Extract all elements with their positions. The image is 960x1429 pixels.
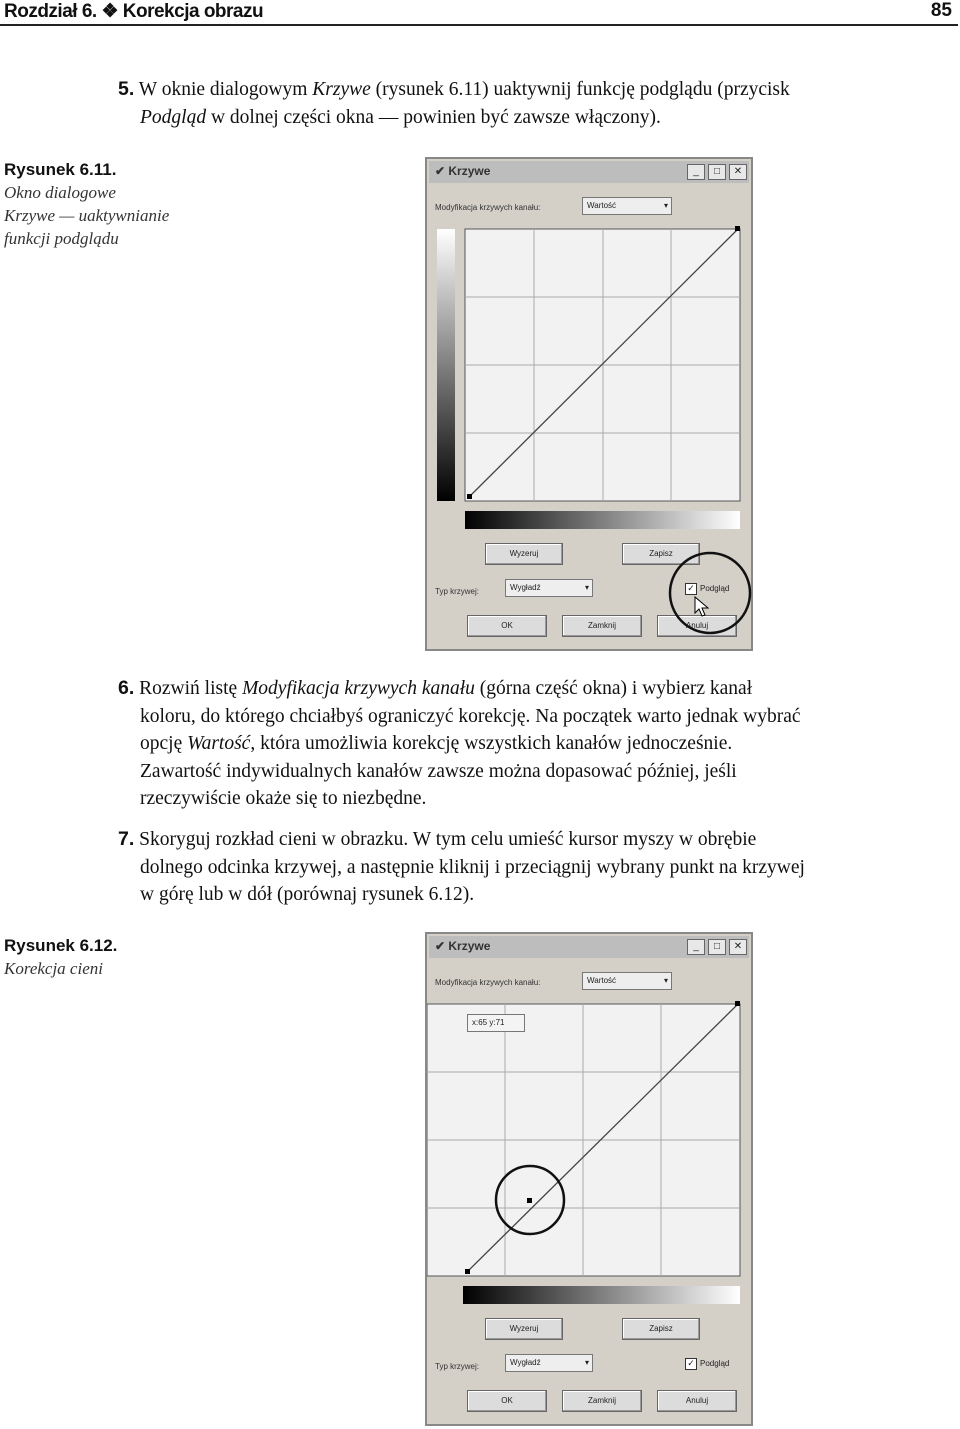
step-7 xyxy=(118,826,948,909)
apply-button[interactable]: Anuluj xyxy=(657,615,737,637)
vertical-gradient xyxy=(437,229,455,501)
step-text: koloru, do którego chciałbyś ograniczyć korekcję. Na początek warto jednak wybrać xyxy=(140,705,801,727)
horizontal-gradient xyxy=(465,511,740,529)
window-title-text: Krzywe xyxy=(448,164,491,178)
figure-caption-1 xyxy=(4,158,169,250)
step-text: rzeczywiście okaże się to niezbędne. xyxy=(140,788,427,809)
curve-type-label: Typ krzywej: xyxy=(435,1362,480,1371)
figure-desc: Okno dialogowe xyxy=(4,183,116,202)
curve-point[interactable] xyxy=(735,1001,740,1006)
window-title-text: Krzywe xyxy=(448,939,491,953)
curve-type-dropdown[interactable] xyxy=(505,1354,593,1372)
figure-desc: Korekcja cieni xyxy=(4,959,103,978)
figure-desc: Krzywe — uaktywnianie xyxy=(4,206,170,225)
channel-label: Modyfikacja krzywych kanału: xyxy=(435,203,541,212)
ok-button[interactable]: OK xyxy=(467,1390,547,1412)
curve-point[interactable] xyxy=(467,494,472,499)
minimize-icon[interactable]: _ xyxy=(687,939,705,955)
curve-point[interactable] xyxy=(465,1269,470,1274)
chevron-down-icon: ▾ xyxy=(663,976,668,985)
step-number: 7. xyxy=(118,828,135,850)
channel-dropdown[interactable] xyxy=(582,972,672,990)
ok-button[interactable]: OK xyxy=(467,615,547,637)
step-text: opcję xyxy=(140,733,188,754)
step-6 xyxy=(118,675,948,813)
step-text: Skoryguj rozkład cieni w obrazku. W tym celu umieść kursor myszy w obrębie xyxy=(139,829,757,850)
step-text: W oknie dialogowym xyxy=(138,79,313,100)
step-term: Wartość xyxy=(187,733,251,754)
preview-label: Podgląd xyxy=(700,1359,730,1369)
channel-value: Wartość xyxy=(587,976,617,985)
reset-button[interactable]: Wyzeruj xyxy=(485,1318,563,1340)
step-term: Modyfikacja krzywych kanału xyxy=(242,678,475,699)
figure-caption-2 xyxy=(4,934,117,980)
page-number: 85 xyxy=(930,0,952,21)
running-header xyxy=(0,0,958,26)
curve-type-label: Typ krzywej: xyxy=(435,587,480,596)
horizontal-gradient xyxy=(463,1286,740,1304)
maximize-icon[interactable]: □ xyxy=(708,164,726,180)
step-text: w dolnej części okna — powinien być zawsze włączony). xyxy=(206,106,661,128)
figure-label: Rysunek 6.12. xyxy=(4,936,118,955)
step-text: w górę lub w dół (porównaj rysunek 6.12). xyxy=(140,884,475,905)
chevron-down-icon: ▾ xyxy=(663,201,668,210)
preview-checkbox[interactable] xyxy=(685,583,729,595)
step-text: dolnego odcinka krzywej, a następnie kliknij i przeciągnij wybrany punkt na krzywej xyxy=(140,856,805,878)
cursor-icon xyxy=(695,597,708,616)
coordinate-readout: x:65 y:71 xyxy=(467,1014,525,1032)
chapter-title: Rozdział 6. ❖ Korekcja obrazu xyxy=(4,1,264,22)
maximize-icon[interactable]: □ xyxy=(708,939,726,955)
step-number: 5. xyxy=(118,78,135,100)
close-icon[interactable]: ✕ xyxy=(729,164,747,180)
curves-dialog-1 xyxy=(425,157,753,651)
cancel-button[interactable]: Zamknij xyxy=(562,1390,642,1412)
curve-type-value: Wygładź xyxy=(510,1358,541,1367)
close-icon[interactable]: ✕ xyxy=(729,939,747,955)
curve-area[interactable] xyxy=(427,994,755,1354)
apply-button[interactable]: Anuluj xyxy=(657,1390,737,1412)
chevron-down-icon: ▾ xyxy=(584,583,589,592)
step-text: Zawartość indywidualnych kanałów zawsze można dopasować później, jeśli xyxy=(140,760,737,782)
window-title: ✔ Krzywe xyxy=(435,164,491,178)
step-term: Krzywe xyxy=(312,79,371,100)
title-bar xyxy=(429,161,749,183)
check-icon[interactable]: ✓ xyxy=(685,1358,697,1370)
cancel-button[interactable]: Zamknij xyxy=(562,615,642,637)
window-title: ✔ Krzywe xyxy=(435,939,491,953)
check-icon[interactable]: ✓ xyxy=(685,583,697,595)
preview-checkbox[interactable] xyxy=(685,1358,729,1370)
minimize-icon[interactable]: _ xyxy=(687,164,705,180)
channel-label: Modyfikacja krzywych kanału: xyxy=(435,978,541,987)
preview-label: Podgląd xyxy=(700,584,730,594)
step-text: (rysunek 6.11) uaktywnij funkcję podglądu (przycisk xyxy=(370,79,790,100)
figure-desc: funkcji podglądu xyxy=(4,229,119,248)
save-button[interactable]: Zapisz xyxy=(622,543,700,565)
chevron-down-icon: ▾ xyxy=(584,1358,589,1367)
step-term: Podgląd xyxy=(140,106,207,128)
step-text: (górna część okna) i wybierz kanał xyxy=(474,678,753,699)
figure-label: Rysunek 6.11. xyxy=(4,160,117,179)
save-button[interactable]: Zapisz xyxy=(622,1318,700,1340)
channel-value: Wartość xyxy=(587,201,617,210)
reset-button[interactable]: Wyzeruj xyxy=(485,543,563,565)
drag-point[interactable] xyxy=(527,1198,532,1203)
step-text: Rozwiń listę xyxy=(139,678,243,699)
curve-type-dropdown[interactable] xyxy=(505,579,593,597)
step-5 xyxy=(118,76,948,131)
step-number: 6. xyxy=(118,677,135,699)
curve-point[interactable] xyxy=(735,226,740,231)
step-text: , która umożliwia korekcję wszystkich kanałów jednocześnie. xyxy=(250,733,733,754)
title-bar xyxy=(429,936,749,958)
channel-dropdown[interactable] xyxy=(582,197,672,215)
curve-type-value: Wygładź xyxy=(510,583,541,592)
curves-dialog-2 xyxy=(425,932,753,1426)
curve-area[interactable] xyxy=(427,219,755,579)
